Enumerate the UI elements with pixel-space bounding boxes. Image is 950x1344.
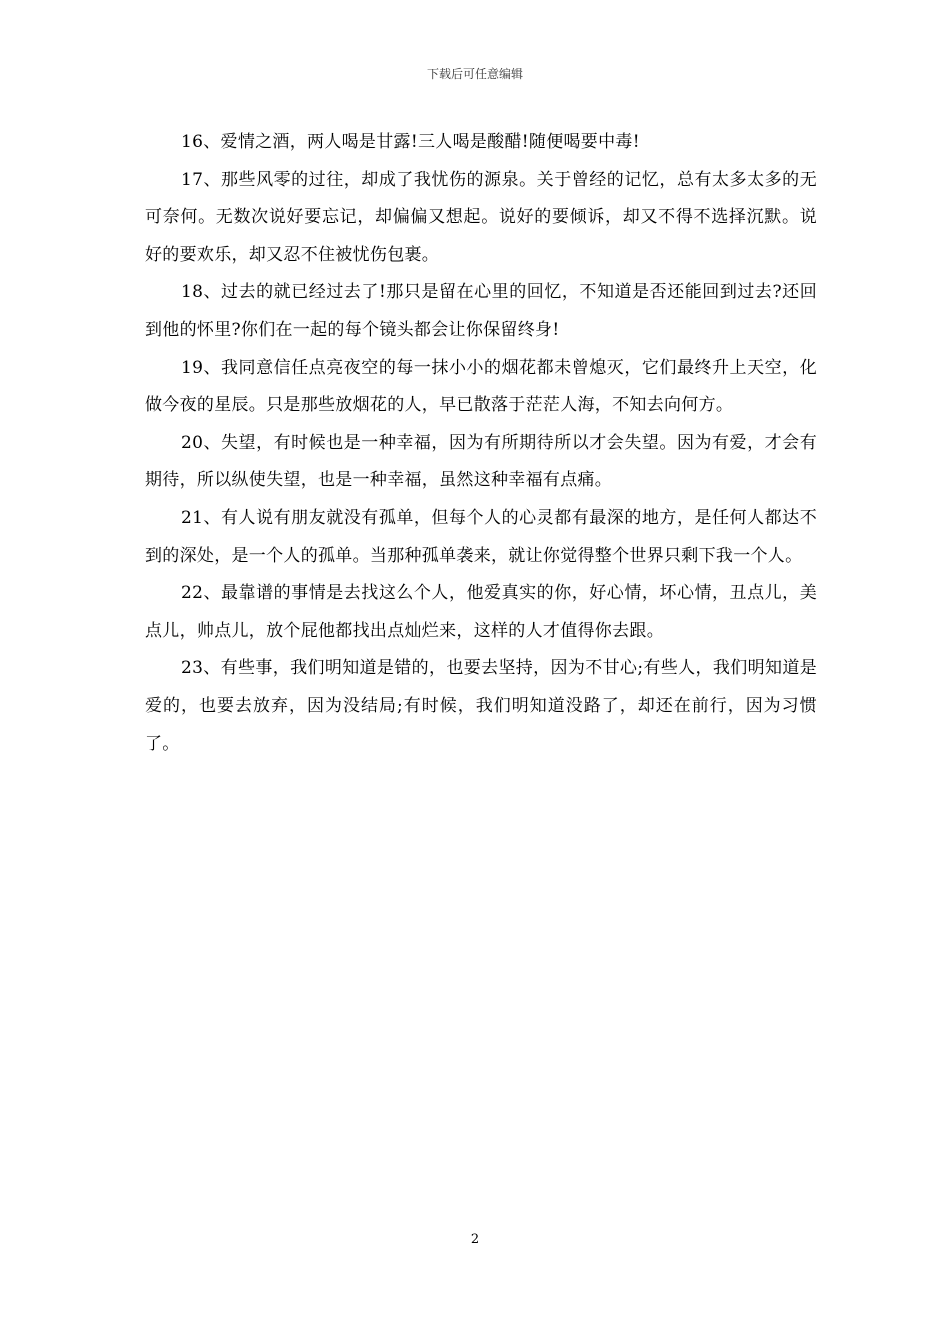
document-body <box>145 124 817 763</box>
paragraph-21: 21、有人说有朋友就没有孤单，但每个人的心灵都有最深的地方，是任何人都达不到的深处，是一个人的孤单。当那种孤单袭来，就让你觉得整个世界只剩下我一个人。 <box>145 507 817 566</box>
page-header: 下载后可任意编辑 <box>426 67 523 81</box>
paragraph-23: 23、有些事，我们明知道是错的，也要去坚持，因为不甘心;有些人，我们明知道是爱的，也要去放弃，因为没结局;有时候，我们明知道没路了，却还在前行，因为习惯了。 <box>145 658 817 754</box>
paragraph-19: 19、我同意信任点亮夜空的每一抹小小的烟花都未曾熄灭，它们最终升上天空，化做今夜的星辰。只是那些放烟花的人，早已散落于茫茫人海，不知去向何方。 <box>145 357 817 416</box>
paragraph-17: 17、那些风零的过往，却成了我忧伤的源泉。关于曾经的记忆，总有太多太多的无可奈何。无数次说好要忘记，却偏偏又想起。说好的要倾诉，却又不得不选择沉默。说好的要欢乐，却又忍不住被忧伤包裹。 <box>145 169 817 265</box>
paragraph-16: 16、爱情之酒，两人喝是甘露!三人喝是酸醋!随便喝要中毒! <box>181 132 640 152</box>
paragraph-20: 20、失望，有时候也是一种幸福，因为有所期待所以才会失望。因为有爱，才会有期待，所以纵使失望，也是一种幸福，虽然这种幸福有点痛。 <box>145 432 817 491</box>
paragraph-18: 18、过去的就已经过去了!那只是留在心里的回忆，不知道是否还能回到过去?还回到他的怀里?你们在一起的每个镜头都会让你保留终身! <box>145 282 817 340</box>
page-number: 2 <box>470 1232 480 1247</box>
paragraph-22: 22、最靠谱的事情是去找这么个人，他爱真实的你，好心情，坏心情，丑点儿，美点儿，帅点儿，放个屁他都找出点灿烂来，这样的人才值得你去跟。 <box>145 583 817 641</box>
